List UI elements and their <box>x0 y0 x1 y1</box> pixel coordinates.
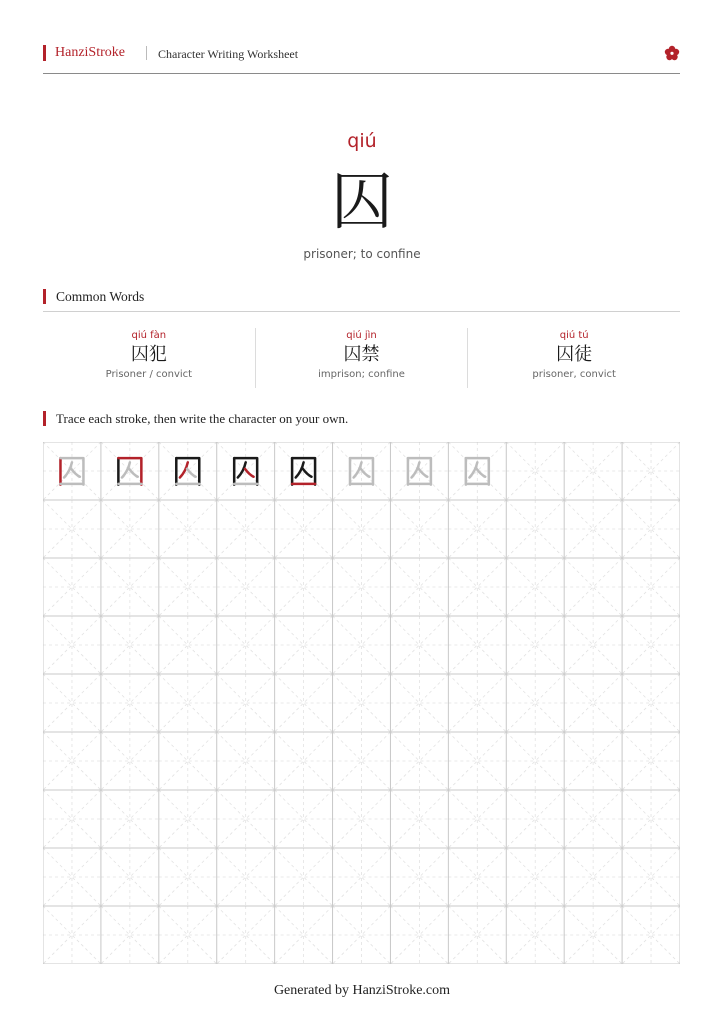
common-words-heading: Common Words <box>43 289 144 305</box>
plum-blossom-icon <box>664 45 680 61</box>
brand-name[interactable]: HanziStroke <box>55 45 125 60</box>
word-pinyin: qiú tú <box>559 330 589 341</box>
word-hanzi: 囚禁 <box>343 344 380 365</box>
word-item <box>256 328 469 388</box>
header-divider <box>146 46 147 60</box>
word-hanzi: 囚徒 <box>556 344 593 365</box>
word-meaning: imprison; confine <box>318 369 405 380</box>
common-words-divider <box>43 311 680 312</box>
character-hanzi: 囚 <box>330 165 393 238</box>
character-meaning: prisoner; to confine <box>303 247 421 261</box>
page-header <box>43 44 680 74</box>
worksheet-subtitle: Character Writing Worksheet <box>158 47 299 61</box>
word-item <box>468 328 680 388</box>
word-meaning: Prisoner / convict <box>105 369 193 380</box>
character-stroke <box>303 469 312 477</box>
character-pinyin: qiú <box>347 130 377 152</box>
character-stroke <box>361 469 370 477</box>
character-stroke <box>129 469 138 477</box>
character-stroke <box>187 469 196 477</box>
character-stroke <box>71 469 80 477</box>
character-stroke <box>245 469 254 477</box>
word-meaning: prisoner, convict <box>532 369 616 380</box>
word-hanzi: 囚犯 <box>130 344 167 365</box>
practice-instruction: Trace each stroke, then write the character on your own. <box>43 411 348 427</box>
footer-credit: Generated by HanziStroke.com <box>273 983 451 998</box>
word-item <box>43 328 256 388</box>
word-pinyin: qiú fàn <box>131 330 167 341</box>
word-pinyin: qiú jìn <box>346 330 377 341</box>
practice-grid[interactable] <box>43 442 680 964</box>
character-stroke <box>477 469 486 477</box>
common-words-list <box>43 328 680 388</box>
character-stroke <box>419 469 428 477</box>
brand-accent-bar <box>43 45 46 61</box>
